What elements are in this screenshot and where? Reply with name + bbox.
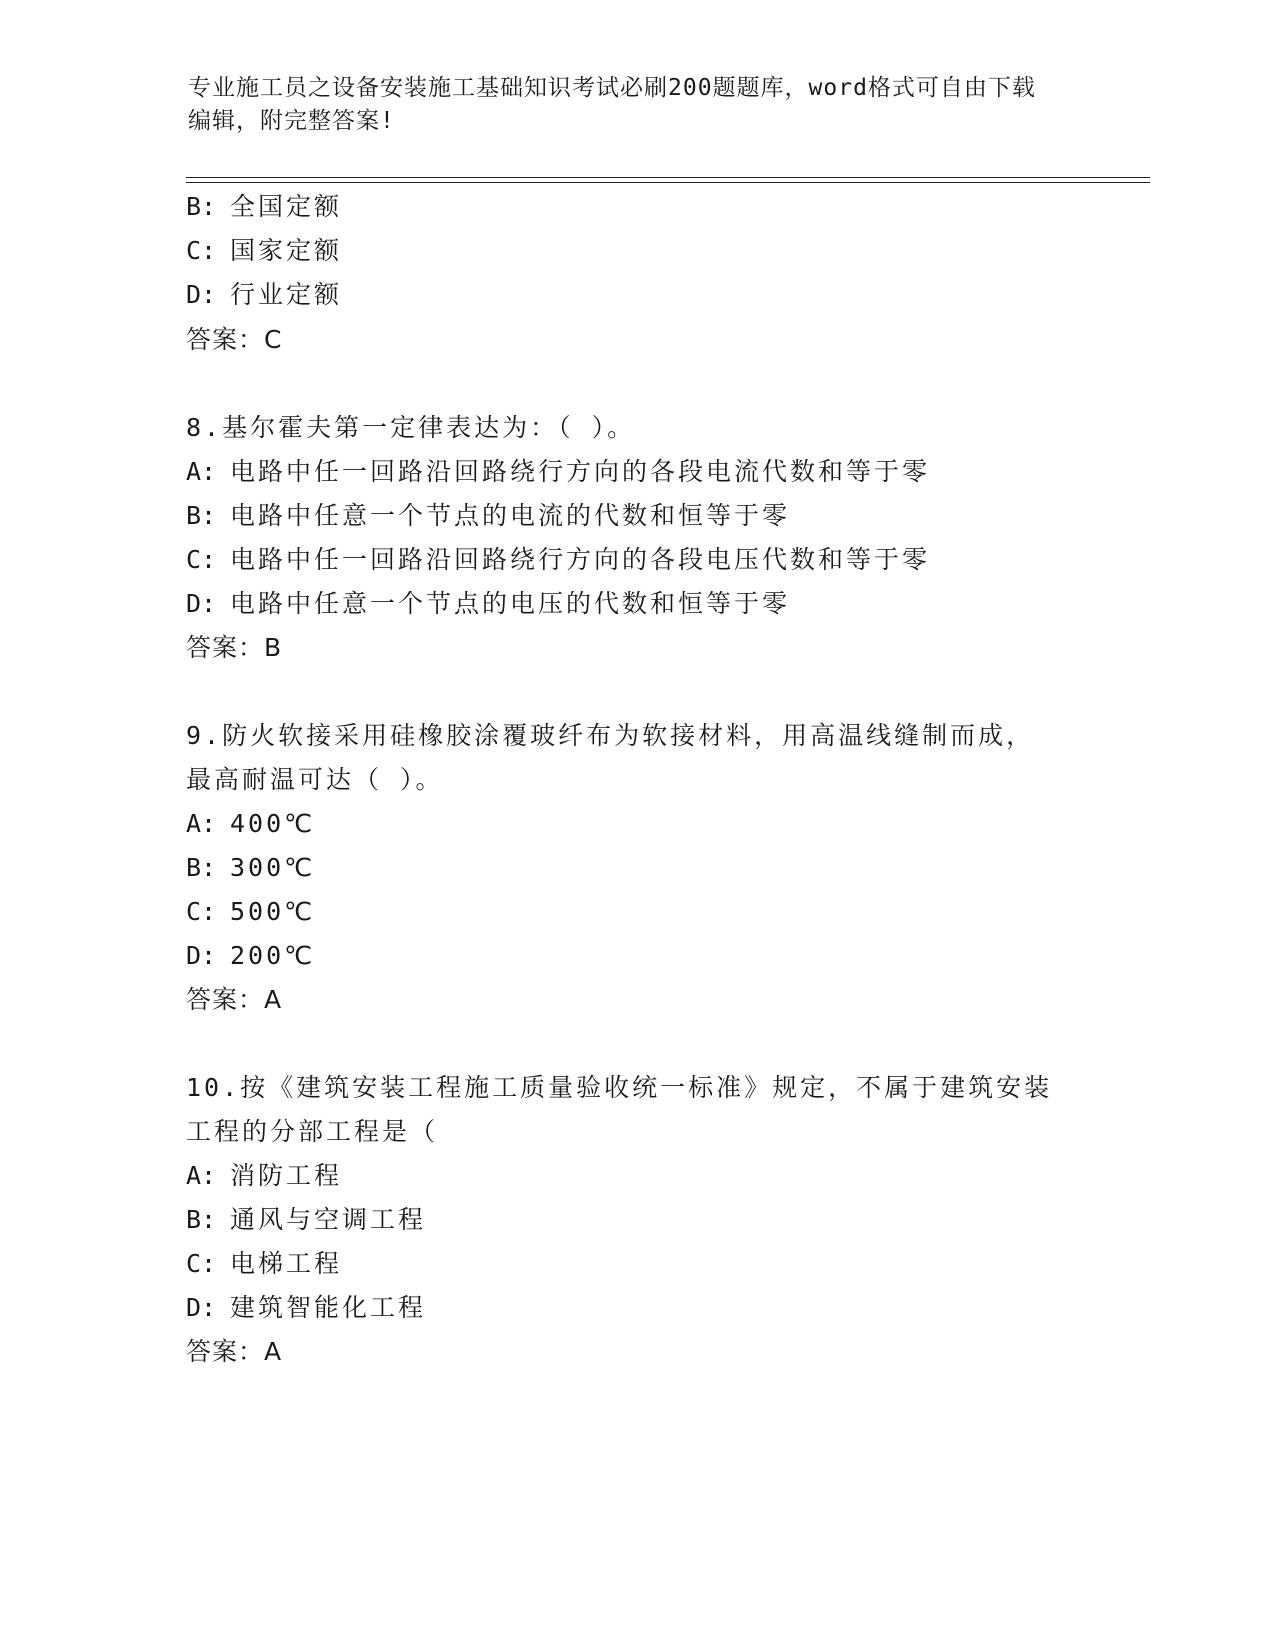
option-label: D: xyxy=(186,1293,217,1322)
option-label: B: xyxy=(186,1205,217,1234)
q8-option-a xyxy=(186,456,930,488)
q10-answer: 答案：A xyxy=(186,1337,283,1366)
option-text: 电路中任一回路沿回路绕行方向的各段电压代数和等于零 xyxy=(230,545,931,574)
q7-option-b xyxy=(186,191,342,223)
q9-option-a xyxy=(186,808,315,840)
page-header xyxy=(188,72,1088,138)
option-text: 通风与空调工程 xyxy=(230,1205,427,1234)
q9-option-c xyxy=(186,896,315,928)
option-text: 国家定额 xyxy=(230,236,343,265)
q9-answer: 答案：A xyxy=(186,985,283,1014)
q10-stem-line2: 工程的分部工程是（ xyxy=(186,1117,439,1146)
option-label: D: xyxy=(186,589,217,618)
option-label: D: xyxy=(186,280,217,309)
option-text: 电路中任一回路沿回路绕行方向的各段电流代数和等于零 xyxy=(230,457,931,486)
q8-stem: 8.基尔霍夫第一定律表达为：（ ）。 xyxy=(186,413,636,442)
option-text: 建筑智能化工程 xyxy=(230,1293,427,1322)
option-text: 200℃ xyxy=(230,941,316,970)
q10-option-c xyxy=(186,1248,342,1280)
option-text: 全国定额 xyxy=(230,192,343,221)
q10-stem-line1: 10.按《建筑安装工程施工质量验收统一标准》规定，不属于建筑安装 xyxy=(186,1073,1053,1102)
option-label: C: xyxy=(186,1249,217,1278)
option-text: 消防工程 xyxy=(230,1161,343,1190)
q7-answer: 答案：C xyxy=(186,325,283,354)
option-label: B: xyxy=(186,853,217,882)
option-label: B: xyxy=(186,501,217,530)
q7-option-d xyxy=(186,279,342,311)
header-title-line1: 专业施工员之设备安装施工基础知识考试必刷200题题库，word格式可自由下载 xyxy=(188,75,1036,101)
q9-stem-line2: 最高耐温可达（ ）。 xyxy=(186,765,444,794)
q8-option-c xyxy=(186,544,930,576)
option-label: A: xyxy=(186,809,217,838)
q8-option-b xyxy=(186,500,790,532)
option-text: 电路中任意一个节点的电压的代数和恒等于零 xyxy=(230,589,791,618)
option-text: 行业定额 xyxy=(230,280,343,309)
option-label: D: xyxy=(186,941,217,970)
q10-option-d xyxy=(186,1292,426,1324)
option-label: B: xyxy=(186,192,217,221)
option-label: C: xyxy=(186,897,217,926)
q8-answer: 答案：B xyxy=(186,633,283,662)
option-label: A: xyxy=(186,457,217,486)
option-text: 300℃ xyxy=(230,853,316,882)
option-label: A: xyxy=(186,1161,217,1190)
q10-option-b xyxy=(186,1204,426,1236)
q8-option-d xyxy=(186,588,790,620)
header-divider-top xyxy=(186,177,1150,178)
q7-option-c xyxy=(186,235,342,267)
q10-option-a xyxy=(186,1160,342,1192)
q9-stem-line1: 9.防火软接采用硅橡胶涂覆玻纤布为软接材料，用高温线缝制而成， xyxy=(186,721,1035,750)
option-text: 500℃ xyxy=(230,897,316,926)
option-text: 400℃ xyxy=(230,809,316,838)
option-text: 电路中任意一个节点的电流的代数和恒等于零 xyxy=(230,501,791,530)
option-text: 电梯工程 xyxy=(230,1249,343,1278)
q9-option-b xyxy=(186,852,315,884)
option-label: C: xyxy=(186,236,217,265)
header-divider-bottom xyxy=(186,182,1150,183)
header-title-line2: 编辑，附完整答案! xyxy=(188,108,395,134)
option-label: C: xyxy=(186,545,217,574)
q9-option-d xyxy=(186,940,315,972)
